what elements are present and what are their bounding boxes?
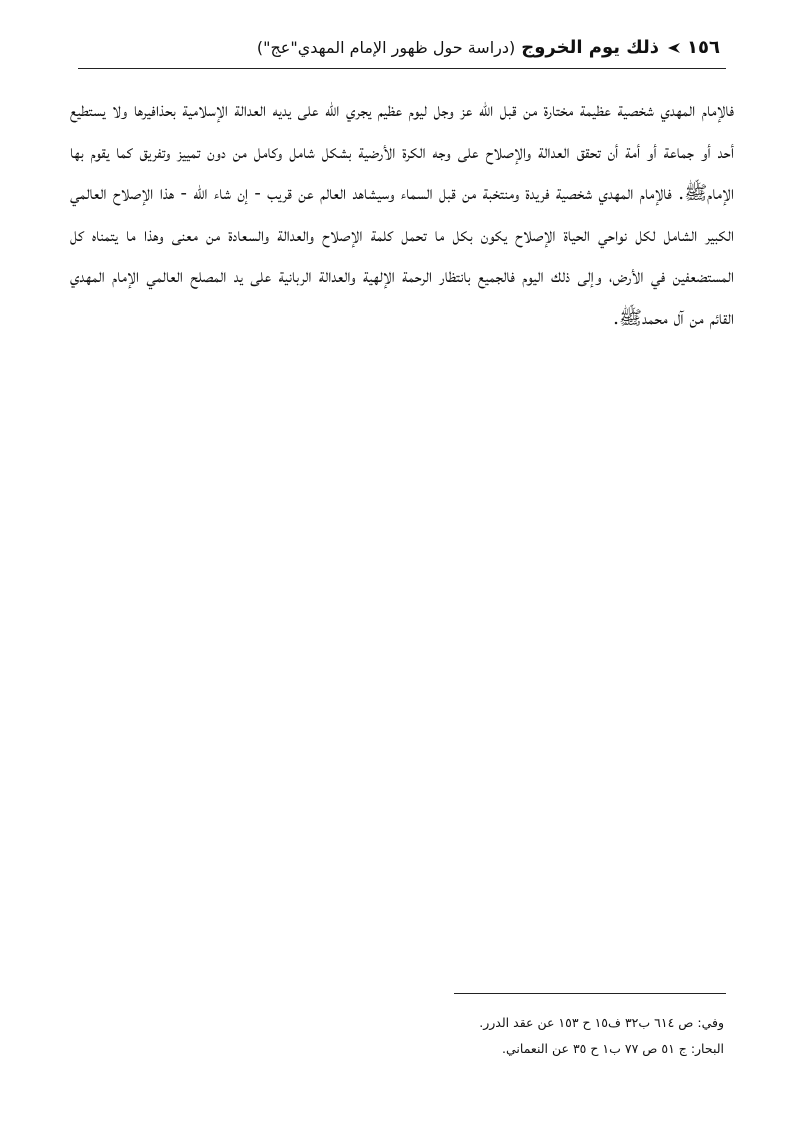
main-text <box>70 90 734 340</box>
footnote-1: وفي: ص ٦١٤ ب٣٢ ف١٥ ح ١٥٣ عن عقد الدرر. <box>479 1015 724 1030</box>
footnote-2: البحار: ج ٥١ ص ٧٧ ب١ ح ٣٥ عن النعماني. <box>502 1041 724 1056</box>
book-subtitle: (دراسة حول ظهور الإمام المهدي"عج") <box>256 37 516 57</box>
arrow-left-icon <box>665 40 681 54</box>
page-number: ١٥٦ <box>687 36 720 58</box>
book-title: ذلك يوم الخروج <box>521 36 660 58</box>
body-paragraph: فالإمام المهدي شخصية عظيمة مختارة من قبل الله عز وجل ليوم عظيم يجري الله على يديه العدالة الإسلامية بحذافيرها ولا يستطيع أحد أو جماعة أو أمة أن تحقق العدالة والإصلاح على وجه الكرة الأرضية بشكل شامل وكامل من دون تمييز وتفريق كما يقوم بها الإمام‌ﷺ. فالإمام المهدي شخصية فريدة ومنتخبة من قبل السماء وسيشاهد العالم عن قريب - إن شاء الله - هذا الإصلاح العالمي الكبير الشامل لكل نواحي الحياة الإصلاح يكون بكل ما تحمل كلمة الإصلاح والعدالة والسعادة من معنى وهذا ما يتمناه كل المستضعفين في الأرض، وإلى ذلك اليوم فالجميع بانتظار الرحمة الإلهية والعدالة الربانية على يد المصلح العالمي الإمام المهدي القائم من آل محمد‌ﷺ. <box>70 99 735 329</box>
page-header <box>256 30 720 64</box>
footnotes <box>380 1010 724 1062</box>
header-divider <box>78 68 726 69</box>
footnote-divider <box>454 993 726 994</box>
